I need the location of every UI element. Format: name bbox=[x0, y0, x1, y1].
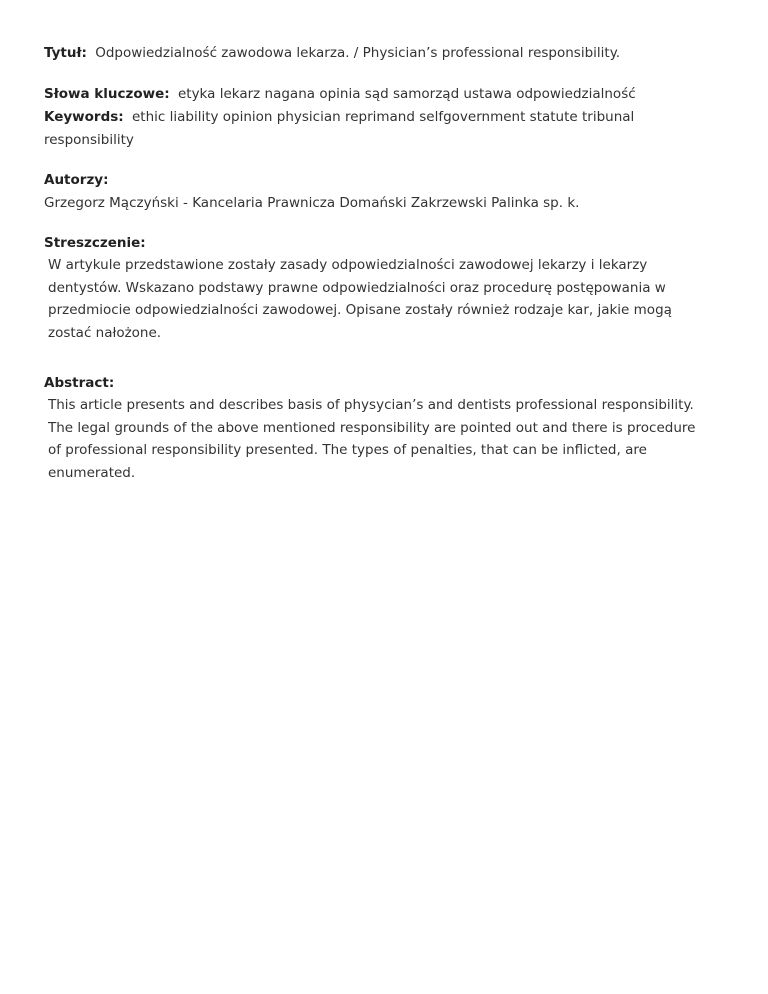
abstract-en-line-1: This article presents and describes basis of physycian’s and dentists professional responsibility. bbox=[48, 397, 694, 413]
authors-label-row bbox=[44, 169, 109, 191]
keywords-pl-row bbox=[44, 83, 636, 105]
title-label: Tytuł: bbox=[44, 45, 87, 61]
abstract-pl-label: Streszczenie: bbox=[44, 235, 146, 251]
keywords-pl-value: etyka lekarz nagana opinia sąd samorząd ustawa odpowiedzialność bbox=[177, 86, 636, 102]
keywords-en-label: Keywords: bbox=[44, 109, 124, 125]
abstract-pl-label-row bbox=[44, 232, 146, 254]
title-row bbox=[44, 42, 620, 64]
abstract-en-text bbox=[48, 394, 728, 484]
abstract-pl-text bbox=[48, 254, 728, 344]
abstract-en-label-row bbox=[44, 372, 114, 394]
authors-value: Grzegorz Mączyński - Kancelaria Prawnicza Domański Zakrzewski Palinka sp. k. bbox=[44, 195, 580, 211]
keywords-en-continuation bbox=[44, 129, 134, 151]
keywords-en-row bbox=[44, 106, 634, 128]
abstract-en-line-3: of professional responsibility presented. The types of penalties, that can be inflicted, are bbox=[48, 442, 647, 458]
abstract-en-label: Abstract: bbox=[44, 375, 115, 391]
keywords-en-value-line-2: responsibility bbox=[44, 132, 134, 148]
keywords-en-value-line-1: ethic liability opinion physician reprimand selfgovernment statute tribunal bbox=[131, 109, 635, 125]
abstract-en-line-2: The legal grounds of the above mentioned responsibility are pointed out and there is procedure bbox=[48, 419, 696, 436]
abstract-pl-line-3: przedmiocie odpowiedzialności zawodowej. Opisane zostały również rodzaje kar, jakie mogą bbox=[48, 302, 672, 318]
keywords-pl-label: Słowa kluczowe: bbox=[44, 86, 170, 102]
title-value: Odpowiedzialność zawodowa lekarza. / Physician’s professional responsibility. bbox=[95, 45, 621, 61]
authors-value-row bbox=[44, 192, 579, 214]
abstract-pl-line-4: zostać nałożone. bbox=[48, 324, 162, 341]
abstract-en-line-4: enumerated. bbox=[48, 464, 136, 481]
authors-label: Autorzy: bbox=[44, 172, 109, 188]
abstract-pl-line-2: dentystów. Wskazano podstawy prawne odpowiedzialności oraz procedurę postępowania w bbox=[48, 279, 666, 296]
abstract-pl-line-1: W artykule przedstawione zostały zasady odpowiedzialności zawodowej lekarzy i lekarzy bbox=[48, 257, 648, 273]
